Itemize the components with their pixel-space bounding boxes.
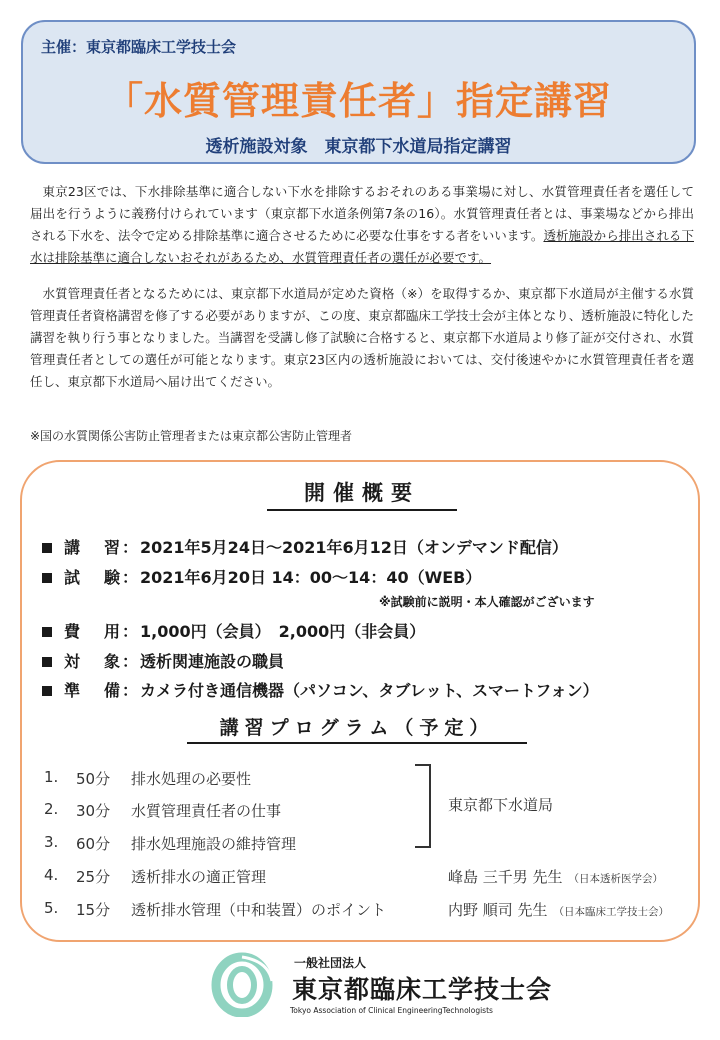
detail-label: 講習 — [64, 538, 120, 557]
detail-value: 透析関連施設の職員 — [140, 652, 285, 671]
program-item-number: 2. — [44, 800, 59, 818]
program-bracket — [415, 764, 431, 848]
square-bullet-icon — [42, 686, 52, 696]
program-item-minutes: 15分 — [76, 901, 111, 919]
emblem-inner-ring — [230, 969, 254, 1001]
group-lecturer: 東京都下水道局 — [448, 796, 554, 814]
intro-paragraph-1 — [30, 181, 694, 269]
page-title: 「水質管理責任者」指定講習 — [104, 79, 612, 123]
logo-name: 東京都臨床工学技士会 — [292, 975, 553, 1004]
intro-paragraph-2: 水質管理責任者となるためには、東京都下水道局が定めた資格（※）を取得するか、東京都下水道局が主催する水質管理責任者資格講習を修了する必要がありますが、この度、東京都臨床工学技士会が主体となり、透析施設に特化した講習を執り行う事となりました。当講習を受講し修了試験に合格すると、東京都下水道局より修了証が交付され、水質管理責任者としての選任が可能となります。東京23区内の透析施設においては、交付後速やかに水質管理責任者を選任し、東京都下水道局へ届け出てください。 — [30, 286, 694, 389]
detail-label: 準備 — [64, 681, 120, 700]
detail-value: 1,000円（会員） 2,000円（非会員） — [140, 622, 426, 641]
program-item-affiliation: （日本臨床工学技士会） — [553, 906, 670, 918]
detail-row-exam: 試験 ： 2021年6月20日 14：00～14：40（WEB） — [42, 565, 481, 588]
detail-row-fee: 費用 ： 1,000円（会員） 2,000円（非会員） — [42, 619, 425, 642]
program-item-topic: 水質管理責任者の仕事 — [131, 802, 282, 820]
summary-heading: 開催概要 — [267, 477, 457, 511]
program-heading: 講習プログラム（予定） — [187, 713, 527, 744]
square-bullet-icon — [42, 627, 52, 637]
square-bullet-icon — [42, 657, 52, 667]
exam-note: ※試験前に説明・本人確認がございます — [379, 595, 595, 609]
program-item-lecturer-group — [448, 899, 669, 920]
emblem-outer-ring — [216, 957, 268, 1013]
detail-value: 2021年5月24日～2021年6月12日（オンデマンド配信） — [140, 538, 568, 557]
program-item-minutes: 25分 — [76, 868, 111, 886]
logo-corp-type: 一般社団法人 — [294, 956, 367, 970]
intro-paragraph-1-text: 東京23区では、下水排除基準に適合しない下水を排除するおそれのある事業場に対し、水質管理責任者を選任して届出を行うように義務付けられています（東京都下水道条例第7条の16）。水質管理責任者とは、事業場などから排出される下水を、法令で定める排除基準に適合させるために必要な仕事をする者をいいます。 — [30, 184, 694, 243]
program-item-lecturer: 峰島 三千男 先生 — [448, 868, 563, 886]
detail-row-course: 講習 ： 2021年5月24日～2021年6月12日（オンデマンド配信） — [42, 535, 568, 558]
square-bullet-icon — [42, 543, 52, 553]
program-item-lecturer: 内野 順司 先生 — [448, 901, 548, 919]
program-item-number: 3. — [44, 833, 59, 851]
program-item-number: 4. — [44, 866, 59, 884]
header-panel — [21, 20, 696, 164]
detail-value: 2021年6月20日 14：00～14：40（WEB） — [140, 568, 482, 587]
detail-row-target: 対象 ： 透析関連施設の職員 — [42, 649, 284, 672]
page-subtitle: 透析施設対象 東京都下水道局指定講習 — [205, 137, 512, 157]
detail-value: カメラ付き通信機器（パソコン、タブレット、スマートフォン） — [140, 681, 599, 700]
program-item-topic: 透析排水管理（中和装置）のポイント — [131, 901, 387, 919]
intro-paragraph-1-underlined: 透析施設から排出される下水は排除基準に適合しないおそれがあるため、水質管理責任者の選任が必要です。 — [30, 228, 694, 265]
program-item-number: 1. — [44, 768, 59, 786]
organizer-text: 主催：東京都臨床工学技士会 — [41, 38, 237, 56]
square-bullet-icon — [42, 573, 52, 583]
program-item-topic: 排水処理の必要性 — [131, 770, 252, 788]
program-item-lecturer-group — [448, 866, 663, 887]
program-item-topic: 排水処理施設の維持管理 — [131, 835, 297, 853]
program-item-minutes: 50分 — [76, 770, 111, 788]
intro-section — [30, 181, 694, 393]
program-item-topic: 透析排水の適正管理 — [131, 868, 267, 886]
detail-row-preparation: 準備 ： カメラ付き通信機器（パソコン、タブレット、スマートフォン） — [42, 678, 599, 701]
summary-panel — [20, 460, 700, 942]
detail-label: 費用 — [64, 622, 120, 641]
program-item-affiliation: （日本透析医学会） — [568, 873, 664, 885]
program-item-minutes: 60分 — [76, 835, 111, 853]
program-item-minutes: 30分 — [76, 802, 111, 820]
intro-footnote: ※国の水質関係公害防止管理者または東京都公害防止管理者 — [30, 429, 353, 443]
detail-label: 対象 — [64, 652, 120, 671]
logo-english-name: Tokyo Association of Clinical EngineeringTechnologists — [290, 1006, 493, 1015]
detail-label: 試験 — [64, 568, 120, 587]
association-emblem-icon — [208, 951, 282, 1017]
program-item-number: 5. — [44, 899, 59, 917]
association-logo — [208, 951, 553, 1021]
